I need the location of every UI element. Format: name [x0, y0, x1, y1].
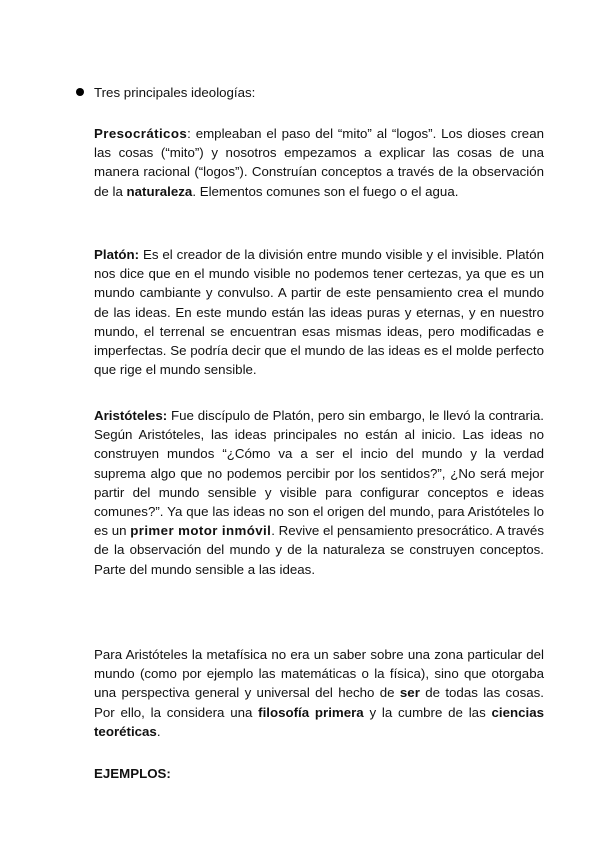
metafisica-bold-ser: ser [399, 685, 420, 701]
metafisica-paragraph [94, 645, 544, 741]
intro-text: Tres principales ideologías: [94, 85, 256, 100]
platon-paragraph [94, 245, 544, 379]
presocraticos-term: Presocráticos [94, 126, 188, 141]
metafisica-text-4: . [156, 723, 161, 739]
metafisica-text-2: de todas las cosas. Por ello, la considera una [94, 685, 544, 720]
ejemplos-heading: EJEMPLOS: [94, 766, 171, 781]
metafisica-text-1: Para Aristóteles la metafísica no era un saber sobre una zona particular del mundo (como por ejemplo las matemáticas o la física), sino que otorgaba una perspectiva general y universal del hecho de [94, 647, 544, 701]
presocraticos-paragraph [94, 124, 544, 201]
bullet-icon [76, 88, 84, 96]
aristoteles-term: Aristóteles: [94, 408, 168, 423]
metafisica-bold-filosofia: filosofía primera [258, 704, 364, 720]
platon-term: Platón: [94, 247, 140, 262]
metafisica-text-3: y la cumbre de las [363, 704, 492, 720]
intro-bullet-item [76, 84, 255, 102]
presocraticos-text-end: . Elementos comunes son el fuego o el agua. [192, 183, 459, 199]
presocraticos-bold-naturaleza: naturaleza [126, 183, 193, 199]
metafisica-bold-ciencias: ciencias teoréticas [94, 704, 544, 739]
presocraticos-text: : empleaban el paso del “mito” al “logos”. Los dioses crean las cosas (“mito”) y nosotros empezamos a explicar las cosas de una manera racional (“logos”). Construían conceptos a través de la observación de la [94, 126, 544, 199]
aristoteles-paragraph [94, 406, 544, 579]
aristoteles-text: Fue discípulo de Platón, pero sin embargo, le llevó la contraria. Según Aristóteles, las ideas principales no están al inicio. Las ideas no construyen mundos “¿Cómo va a ser el incio del mundo y la verdad suprema algo que no podemos percibir por los sentidos?”, ¿No será mejor partir del mundo sensible y visible para configurar conceptos e ideas comunes?”. Ya que las ideas no son el origen del mundo, para Aristóteles lo es un [94, 408, 544, 539]
platon-text: Es el creador de la división entre mundo visible y el invisible. Platón nos dice que en el mundo visible no podemos tener certezas, ya que es un mundo cambiante y convulso. A partir de este pensamiento crea el mundo de las ideas. En este mundo están las ideas puras y eternas, y en nuestro mundo, el terrenal se encuentran esas mismas ideas, pero modificadas e imperfectas. Se podría decir que el mundo de las ideas es el molde perfecto que rige el mundo sensible. [94, 247, 544, 378]
aristoteles-text-end: . Revive el pensamiento presocrático. A través de la observación del mundo y de la naturaleza se construyen conceptos. Parte del mundo sensible a las ideas. [94, 523, 544, 577]
aristoteles-bold-primer-motor: primer motor inmóvil [130, 523, 272, 539]
